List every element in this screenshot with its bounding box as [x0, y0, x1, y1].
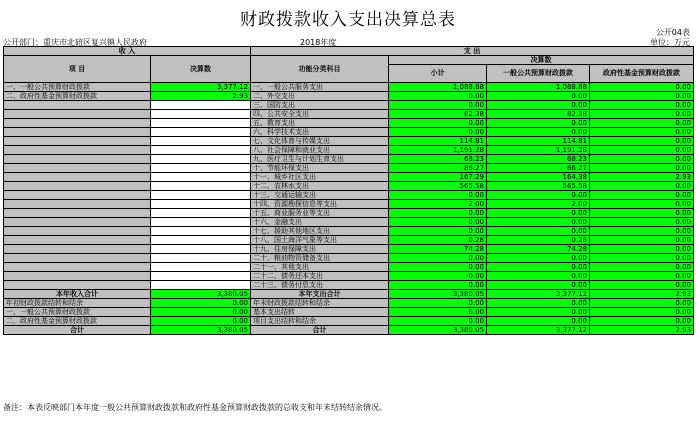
table-row: [4, 128, 694, 137]
fund-value: 0.00: [590, 200, 694, 209]
income-item-value: [151, 281, 251, 290]
amount-header: 决算数: [151, 56, 251, 83]
table-row: [4, 236, 694, 245]
footnote: 备注：本表反映部门本年度一般公共预算财政拨款和政府性基金预算财政拨款的总收支和年末结转结余情况。: [3, 403, 387, 412]
income-item-label: [4, 182, 151, 191]
general-value: 1,088.88: [487, 83, 590, 92]
fund-value: 0.00: [590, 308, 694, 317]
subtotal-value: 0.00: [389, 101, 487, 110]
income-item-value: 0.00: [151, 308, 251, 317]
subtotal-value: 0.00: [389, 299, 487, 308]
fund-value: 0.00: [590, 191, 694, 200]
income-item-value: 0.00: [151, 317, 251, 326]
income-item-label: [4, 164, 151, 173]
income-item-value: 2.93: [151, 92, 251, 101]
func-item-label: 本年支出合计: [251, 290, 389, 299]
subtotal-value: 0.28: [389, 236, 487, 245]
subtotal-value: 3,380.05: [389, 326, 487, 335]
table-row: [4, 137, 694, 146]
subtotal-value: 0.00: [389, 281, 487, 290]
fund-value: 0.00: [590, 254, 694, 263]
func-item-label: 四、公共安全支出: [251, 110, 389, 119]
income-item-value: [151, 182, 251, 191]
income-item-label: 本年收入合计: [4, 290, 151, 299]
general-value: 74.28: [487, 245, 590, 254]
func-item-label: 十五、商业服务业等支出: [251, 209, 389, 218]
general-value: 0.00: [487, 92, 590, 101]
general-value: 0.00: [487, 299, 590, 308]
func-item-label: 十二、农林水支出: [251, 182, 389, 191]
table-row: [4, 245, 694, 254]
item-header: 项 目: [4, 56, 151, 83]
table-row: [4, 299, 694, 308]
fund-value: 2.93: [590, 326, 694, 335]
income-item-value: 3,380.05: [151, 326, 251, 335]
income-item-value: [151, 236, 251, 245]
income-item-value: 3,377.12: [151, 83, 251, 92]
general-value: 82.38: [487, 110, 590, 119]
income-item-label: [4, 236, 151, 245]
subtotal-value: 0.00: [389, 272, 487, 281]
income-item-value: [151, 200, 251, 209]
table-row: [4, 326, 694, 335]
table-row: [4, 191, 694, 200]
fund-value: 0.00: [590, 299, 694, 308]
fund-header: 政府性基金预算财政拨款: [590, 65, 694, 83]
income-item-label: [4, 110, 151, 119]
fund-value: 0.00: [590, 146, 694, 155]
general-header: 一般公共预算财政拨款: [487, 65, 590, 83]
subtotal-value: 0.00: [389, 254, 487, 263]
func-item-label: 八、社会保障和就业支出: [251, 146, 389, 155]
func-item-label: 合计: [251, 326, 389, 335]
table-row: [4, 227, 694, 236]
income-item-value: [151, 218, 251, 227]
fund-value: 0.00: [590, 218, 694, 227]
general-value: 1,191.28: [487, 146, 590, 155]
func-item-label: 十八、国土海洋气象等支出: [251, 236, 389, 245]
income-item-value: 0.00: [151, 299, 251, 308]
income-item-value: [151, 119, 251, 128]
general-value: 0.00: [487, 101, 590, 110]
func-item-label: 二十三、债务付息支出: [251, 281, 389, 290]
unit-label: 单位：万元: [650, 38, 690, 47]
func-header: 功能分类科目: [251, 56, 389, 83]
income-item-label: 二、政府性基金预算财政拨款: [4, 317, 151, 326]
budget-table: [3, 46, 694, 335]
income-item-label: 二、政府性基金预算财政拨款: [4, 92, 151, 101]
subtotal-value: 0.00: [389, 128, 487, 137]
subtotal-value: 1,191.28: [389, 146, 487, 155]
subtotal-value: 0.00: [389, 227, 487, 236]
fund-value: 0.00: [590, 272, 694, 281]
general-value: 0.00: [487, 308, 590, 317]
general-value: 0.00: [487, 128, 590, 137]
income-item-label: [4, 146, 151, 155]
income-item-value: [151, 254, 251, 263]
income-item-value: [151, 155, 251, 164]
income-header: 收 入: [4, 47, 251, 56]
income-item-label: [4, 173, 151, 182]
general-value: 0.28: [487, 236, 590, 245]
table-row: [4, 218, 694, 227]
income-item-value: [151, 164, 251, 173]
func-item-label: 七、文化体育与传媒支出: [251, 137, 389, 146]
fund-value: 0.00: [590, 281, 694, 290]
subtotal-value: 1,088.88: [389, 83, 487, 92]
income-item-value: [151, 263, 251, 272]
fund-value: 0.00: [590, 182, 694, 191]
fund-value: 0.00: [590, 137, 694, 146]
fund-value: 0.00: [590, 209, 694, 218]
subtotal-value: 0.00: [389, 92, 487, 101]
subtotal-value: 0.00: [389, 263, 487, 272]
fund-value: 2.93: [590, 173, 694, 182]
fund-value: 0.00: [590, 155, 694, 164]
department-label: 公开部门：重庆市北碚区复兴镇人民政府: [3, 38, 147, 47]
table-row: [4, 281, 694, 290]
income-item-label: 一、一般公共预算财政拨款: [4, 83, 151, 92]
subtotal-value: 82.38: [389, 110, 487, 119]
income-item-label: [4, 155, 151, 164]
general-value: 164.38: [487, 173, 590, 182]
income-item-label: [4, 200, 151, 209]
fund-value: 0.00: [590, 227, 694, 236]
table-row: [4, 272, 694, 281]
income-item-label: [4, 263, 151, 272]
income-item-value: [151, 110, 251, 119]
income-item-label: [4, 128, 151, 137]
func-item-label: 十三、交通运输支出: [251, 191, 389, 200]
income-item-value: [151, 209, 251, 218]
income-item-label: [4, 254, 151, 263]
func-item-label: 基本支出结转: [251, 308, 389, 317]
income-item-label: [4, 137, 151, 146]
general-value: 68.23: [487, 155, 590, 164]
income-item-label: 一、一般公共预算财政拨款: [4, 308, 151, 317]
income-item-label: [4, 227, 151, 236]
fund-value: 0.00: [590, 110, 694, 119]
func-item-label: 十四、资源勘探信息等支出: [251, 200, 389, 209]
subtotal-value: 3,380.05: [389, 290, 487, 299]
table-row: [4, 83, 694, 92]
general-value: 565.58: [487, 182, 590, 191]
general-value: 2.00: [487, 200, 590, 209]
subtotal-value: 68.23: [389, 155, 487, 164]
func-item-label: 十一、城乡社区支出: [251, 173, 389, 182]
subtotal-value: 565.58: [389, 182, 487, 191]
income-item-value: [151, 245, 251, 254]
subtotal-value: 2.00: [389, 200, 487, 209]
func-item-label: 六、科学技术支出: [251, 128, 389, 137]
general-value: 0.00: [487, 227, 590, 236]
general-value: 0.00: [487, 272, 590, 281]
func-item-label: 二十、粮油物资储备支出: [251, 254, 389, 263]
subtotal-value: 114.81: [389, 137, 487, 146]
income-item-label: [4, 209, 151, 218]
fund-value: 0.00: [590, 101, 694, 110]
subtotal-value: 0.00: [389, 191, 487, 200]
table-row: [4, 200, 694, 209]
general-value: 0.00: [487, 281, 590, 290]
general-value: 86.27: [487, 164, 590, 173]
general-value: 0.00: [487, 254, 590, 263]
fund-value: 0.00: [590, 92, 694, 101]
income-item-label: 年初财政拨款结转和结余: [4, 299, 151, 308]
expense-header: 支 出: [251, 47, 694, 56]
general-value: 0.00: [487, 317, 590, 326]
income-item-label: [4, 245, 151, 254]
func-item-label: 一、一般公共服务支出: [251, 83, 389, 92]
income-item-value: 3,380.05: [151, 290, 251, 299]
table-row: [4, 308, 694, 317]
func-item-label: 九、医疗卫生与计划生育支出: [251, 155, 389, 164]
func-item-label: 十七、援助其他地区支出: [251, 227, 389, 236]
year-label: 2018年度: [300, 38, 337, 47]
fund-value: 0.00: [590, 317, 694, 326]
subtotal-value: 86.27: [389, 164, 487, 173]
func-item-label: 二十一、其他支出: [251, 263, 389, 272]
subtotal-value: 74.28: [389, 245, 487, 254]
income-item-value: [151, 146, 251, 155]
fund-value: 0.00: [590, 128, 694, 137]
table-row: [4, 119, 694, 128]
fund-value: 0.00: [590, 236, 694, 245]
income-item-label: [4, 101, 151, 110]
table-row: [4, 182, 694, 191]
income-item-value: [151, 101, 251, 110]
func-item-label: 年末财政拨款结转和结余: [251, 299, 389, 308]
general-value: 0.00: [487, 209, 590, 218]
fund-value: 0.00: [590, 119, 694, 128]
subtotal-value: 0.00: [389, 317, 487, 326]
func-item-label: 项目支出结转和结余: [251, 317, 389, 326]
table-row: [4, 146, 694, 155]
table-row: [4, 92, 694, 101]
income-item-label: [4, 272, 151, 281]
table-row: [4, 164, 694, 173]
income-item-value: [151, 191, 251, 200]
func-item-label: 十六、金融支出: [251, 218, 389, 227]
general-value: 0.00: [487, 191, 590, 200]
income-item-value: [151, 227, 251, 236]
subtotal-header: 小计: [389, 65, 487, 83]
table-row: [4, 254, 694, 263]
table-row: [4, 263, 694, 272]
subtotal-value: 167.29: [389, 173, 487, 182]
expense-amount-header: 决算数: [389, 56, 694, 65]
subtotal-value: 0.00: [389, 218, 487, 227]
fund-value: 0.00: [590, 245, 694, 254]
func-item-label: 五、教育支出: [251, 119, 389, 128]
table-row: [4, 101, 694, 110]
func-item-label: 二、外交支出: [251, 92, 389, 101]
income-item-value: [151, 137, 251, 146]
income-item-label: [4, 281, 151, 290]
func-item-label: 十、节能环保支出: [251, 164, 389, 173]
table-row: [4, 209, 694, 218]
fund-value: 0.00: [590, 164, 694, 173]
form-code: 公开04表: [655, 28, 690, 37]
table-row: [4, 110, 694, 119]
income-item-label: [4, 191, 151, 200]
fund-value: 0.00: [590, 263, 694, 272]
table-row: [4, 173, 694, 182]
income-item-value: [151, 173, 251, 182]
income-item-label: 合计: [4, 326, 151, 335]
general-value: 0.00: [487, 119, 590, 128]
fund-value: 0.00: [590, 83, 694, 92]
income-item-value: [151, 128, 251, 137]
subtotal-value: 0.00: [389, 209, 487, 218]
func-item-label: 十九、住房保障支出: [251, 245, 389, 254]
table-row: [4, 155, 694, 164]
func-item-label: 二十二、债务还本支出: [251, 272, 389, 281]
income-item-value: [151, 272, 251, 281]
page-title: 财政拨款收入支出决算总表: [240, 10, 456, 30]
income-item-label: [4, 119, 151, 128]
general-value: 114.81: [487, 137, 590, 146]
general-value: 0.00: [487, 218, 590, 227]
table-row: [4, 317, 694, 326]
table-row: [4, 290, 694, 299]
subtotal-value: 0.00: [389, 308, 487, 317]
general-value: 3,377.12: [487, 326, 590, 335]
fund-value: 2.93: [590, 290, 694, 299]
func-item-label: 三、国防支出: [251, 101, 389, 110]
subtotal-value: 0.00: [389, 119, 487, 128]
income-item-label: [4, 218, 151, 227]
general-value: 0.00: [487, 263, 590, 272]
general-value: 3,377.12: [487, 290, 590, 299]
